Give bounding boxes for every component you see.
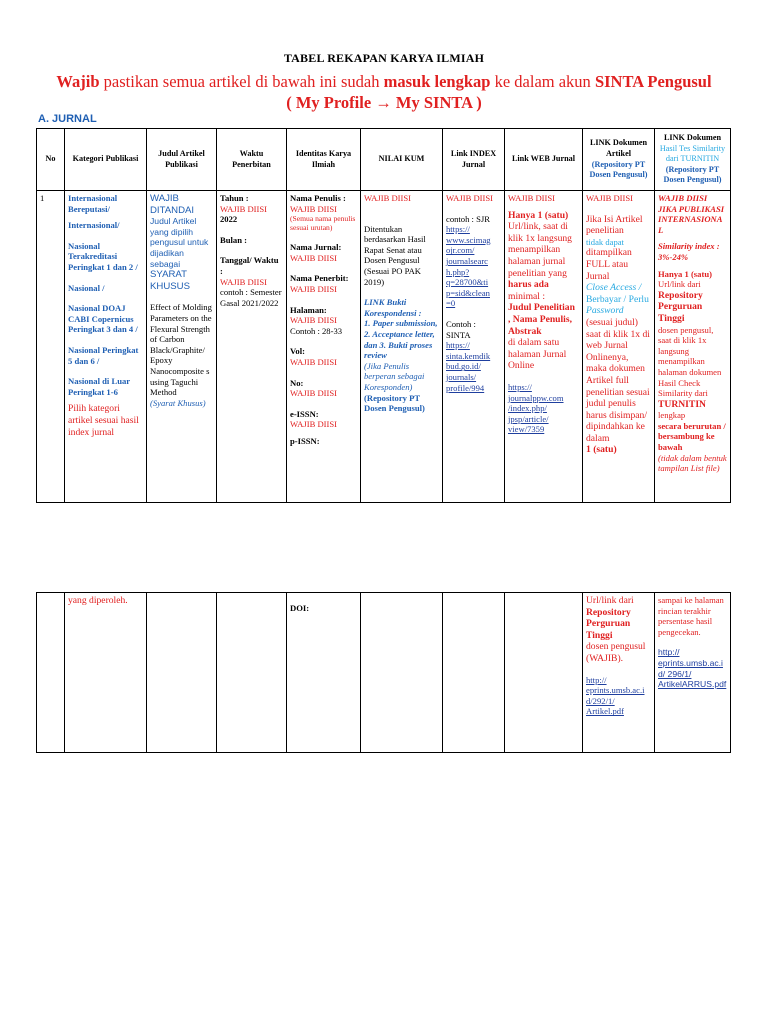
section-heading-jurnal: A. JURNAL	[38, 113, 97, 125]
header-sim-repo: (Repository PT Dosen Pengusul)	[663, 164, 722, 185]
nilai-desc: Ditentukan berdasarkan Hasil Rapat Senat atau Dosen Pengusul	[364, 223, 426, 266]
cell-identitas	[287, 593, 361, 753]
header-judul: Judul Artikel Publikasi	[147, 129, 217, 191]
penulis-value: WAJIB DIISI	[290, 203, 338, 214]
sim-jika: JIKA PUBLIKASI INTERNASIONAL	[658, 203, 725, 235]
sim-desc-cont: sampai ke halaman rincian terakhir persentase hasil pengecekan.	[658, 595, 724, 637]
penulis-note: (Semua nama penulis sesuai urutan)	[290, 214, 356, 233]
penerbit-label: Nama Penerbit:	[290, 273, 349, 284]
sim-desc-1: Url/link dari	[658, 279, 701, 290]
cell-judul	[147, 191, 217, 503]
sim-tidak: (tidak dalam bentuk tampilan List file)	[658, 452, 727, 474]
dok-close-access: Close Access /	[586, 282, 642, 294]
dok-desc: dosen pengusul	[586, 641, 646, 653]
nilai-repo: (Repository PT Dosen Pengusul)	[364, 392, 425, 414]
cell-kategori	[65, 593, 147, 753]
header-dok-label: LINK Dokumen Artikel	[589, 138, 648, 158]
header-kategori: Kategori Publikasi	[65, 129, 147, 191]
header-waktu: Waktu Penerbitan	[217, 129, 287, 191]
cell-link-index	[443, 593, 505, 753]
nilai-link-bukti: LINK Bukti Korespondensi :	[364, 297, 422, 318]
kategori-item: Nasional DOAJ CABI Copernicus Peringkat 3 dan 4 /	[68, 303, 138, 335]
cell-judul	[147, 593, 217, 753]
no-label: No:	[290, 377, 304, 388]
no-value: WAJIB DIISI	[290, 388, 338, 399]
header-link-dokumen-artikel	[583, 129, 655, 191]
document-subtitle	[0, 71, 768, 113]
cell-waktu	[217, 593, 287, 753]
document-title: TABEL REKAPAN KARYA ILMIAH	[283, 51, 485, 65]
subtitle-masuk-lengkap: masuk lengkap	[383, 72, 491, 91]
cell-link-dokumen	[583, 191, 655, 503]
dok-desc-1: Jika Isi Artikel penelitian	[586, 213, 643, 237]
index-contoh-sinta: Contoh : SINTA	[446, 318, 476, 340]
cell-link-index	[443, 191, 505, 503]
cell-kategori	[65, 191, 147, 503]
web-desc-3: di dalam satu halaman Jurnal Online	[508, 337, 567, 372]
sim-turnitin: TURNITIN	[658, 398, 706, 410]
header-sim-label: LINK Dokumen	[663, 133, 722, 143]
penerbit-value: WAJIB DIISI	[290, 283, 338, 294]
dok-desc-3: (sesuai judul) saat di klik 1x di web Jurnal Onlinenya, maka dokumen Artikel full penelitian sesuai judul penulis harus disimpan/ dipindahkan ke dalam	[586, 316, 650, 444]
judul-syarat: SYARAT KHUSUS	[150, 269, 190, 292]
dok-wajib: WAJIB DIISI	[586, 193, 634, 203]
dok-desc-2: ditampilkan FULL atau Jurnal	[586, 247, 632, 282]
subtitle-my-profile: ( My Profile → My SINTA )	[286, 93, 482, 112]
subtitle-text-2: ke dalam akun	[490, 72, 595, 91]
karya-ilmiah-table-continued	[36, 592, 731, 753]
kategori-note: Pilih kategori artikel sesuai hasil index jurnal	[68, 403, 139, 438]
kategori-note-cont: yang diperoleh.	[68, 595, 128, 606]
tahun-label: Tahun :	[220, 193, 249, 203]
cell-waktu	[217, 191, 287, 503]
halaman-contoh: Contoh : 28-33	[290, 325, 343, 336]
kategori-item: Nasional Peringkat 5 dan 6 /	[68, 344, 139, 366]
web-desc-1: Url/link, saat di klik 1x langsung menampilkan halaman jurnal penelitian yang	[508, 221, 572, 279]
nilai-sesuai: (Sesuai PO PAK 2019)	[364, 265, 421, 287]
dok-url-label: Url/link dari	[586, 595, 634, 606]
header-no: No	[37, 129, 65, 191]
kategori-item: Nasional di Luar Peringkat 1-6	[68, 376, 130, 397]
penulis-label: Nama Penulis :	[290, 193, 346, 203]
tanggal-label: Tanggal/ Waktu :	[220, 255, 279, 276]
cell-link-similarity	[655, 191, 731, 503]
vol-value: WAJIB DIISI	[290, 356, 338, 367]
index-link-sinta[interactable]: https:// sinta.kemdik bud.go.id/ journals/ profile/994	[446, 340, 491, 393]
subtitle-sinta-pengusul: SINTA Pengusul	[594, 72, 712, 91]
dok-link[interactable]: http:// eprints.umsb.ac.i d/292/1/ Artikel.pdf	[586, 674, 645, 717]
subtitle-text-1: pastikan semua artikel di bawah ini sudah	[99, 72, 384, 91]
sim-lengkap: lengkap	[658, 410, 686, 421]
halaman-label: Halaman:	[290, 304, 327, 315]
judul-wajib: WAJIB DITANDAI	[150, 193, 195, 216]
cell-link-web	[505, 191, 583, 503]
pissn-label: p-ISSN:	[290, 435, 320, 446]
table-row	[37, 191, 731, 503]
judul-desc: Judul Artikel yang dipilih pengusul untuk dijadikan sebagai	[150, 216, 209, 269]
sim-hanya: Hanya 1 (satu)	[658, 268, 712, 279]
subtitle-wajib: Wajib	[56, 72, 100, 91]
sim-secara: secara berurutan / bersambung ke bawah	[658, 420, 726, 453]
web-harus-ada: harus ada	[508, 279, 549, 291]
sim-wajib: WAJIB DIISI	[658, 193, 708, 203]
cell-identitas	[287, 191, 361, 503]
dok-berbayar: Berbayar / Perlu	[586, 293, 649, 305]
index-wajib: WAJIB DIISI	[446, 193, 494, 203]
sim-repo: Repository Perguruan Tinggi	[658, 289, 703, 324]
eissn-label: e-ISSN:	[290, 408, 319, 419]
web-link[interactable]: https:// journalppw.com /index.php/ jpsp/article/ view/7359	[508, 381, 564, 435]
jurnal-label: Nama Jurnal:	[290, 242, 342, 253]
dok-tidak: tidak dapat	[586, 236, 624, 247]
table-header-row	[37, 129, 731, 191]
web-hanya: Hanya 1 (satu)	[508, 209, 569, 221]
judul-artikel: Effect of Molding Parameters on the Flexural Strength of Carbon Black/Graphite/ Epoxy Nanocomposite s using Taguchi Method	[150, 302, 212, 398]
index-link-sjr[interactable]: https:// www.scimag ojr.com/ journalsearc h.php? q=28700&ti p=sid&clean =0	[446, 224, 491, 309]
tahun-value: WAJIB DIISI	[220, 203, 268, 214]
tanggal-value: WAJIB DIISI	[220, 276, 268, 287]
eissn-value: WAJIB DIISI	[290, 419, 338, 430]
judul-tag: (Syarat Khusus)	[150, 397, 206, 408]
waktu-contoh: contoh : Semester Gasal 2021/2022	[220, 287, 282, 308]
web-judul: Judul Penelitian , Nama Penulis, Abstrak	[508, 302, 575, 337]
doi-label: DOI:	[290, 603, 310, 613]
header-identitas: Identitas Karya Ilmiah	[287, 129, 361, 191]
header-link-similarity	[655, 129, 731, 191]
cell-link-web	[505, 593, 583, 753]
header-link-index: Link INDEX Jurnal	[443, 129, 505, 191]
cell-nilai-kum	[361, 593, 443, 753]
nilai-items: 1. Paper submission, 2. Acceptance letter, dan 3. Bukti proses review	[364, 318, 438, 361]
tahun-year: 2022	[220, 214, 238, 225]
header-dok-repo: (Repository PT Dosen Pengusul)	[589, 159, 648, 180]
cell-no	[37, 191, 65, 503]
kategori-item: Internasional Bereputasi/	[68, 193, 118, 214]
sim-desc-2: dosen pengusul, saat di klik 1x langsung menampilkan halaman dokumen Hasil Check Similarity dari	[658, 324, 722, 399]
index-contoh-sjr: contoh : SJR	[446, 213, 490, 224]
dok-wajib-2: (WAJIB).	[586, 652, 624, 664]
karya-ilmiah-table	[36, 128, 731, 503]
cell-link-similarity	[655, 593, 731, 753]
web-wajib: WAJIB DIISI	[508, 193, 556, 203]
kategori-item: Nasional /	[68, 282, 105, 293]
row-number: 1	[40, 193, 45, 203]
header-sim-turnitin: Hasil Tes Similarity dari TURNITIN	[659, 143, 726, 164]
halaman-value: WAJIB DIISI	[290, 315, 338, 326]
cell-link-dokumen	[583, 593, 655, 753]
web-desc-2: minimal :	[508, 290, 546, 302]
cell-nilai-kum	[361, 191, 443, 503]
kategori-item: Nasional Terakreditasi Peringkat 1 dan 2 /	[68, 240, 138, 272]
cell-no	[37, 593, 65, 753]
nilai-wajib: WAJIB DIISI	[364, 193, 412, 203]
kategori-item: Internasional/	[68, 220, 120, 231]
bulan-label: Bulan :	[220, 234, 247, 245]
header-link-web: Link WEB Jurnal	[505, 129, 583, 191]
table-row	[37, 593, 731, 753]
header-nilai-kum: NILAI KUM	[361, 129, 443, 191]
dok-password: Password	[586, 305, 624, 317]
vol-label: Vol:	[290, 346, 305, 357]
dok-repo: Repository Perguruan Tinggi	[586, 606, 631, 641]
dok-satu: 1 (satu)	[586, 444, 617, 456]
nilai-jika: (Jika Penulis berperan sebagai Koresponden)	[364, 360, 425, 392]
sim-link[interactable]: http:// eprints.umsb.ac.id/ 296/1/ ArtikelARRUS.pdf	[658, 647, 727, 690]
sim-index: Similarity index : 3%-24%	[658, 241, 720, 262]
jurnal-value: WAJIB DIISI	[290, 252, 338, 263]
